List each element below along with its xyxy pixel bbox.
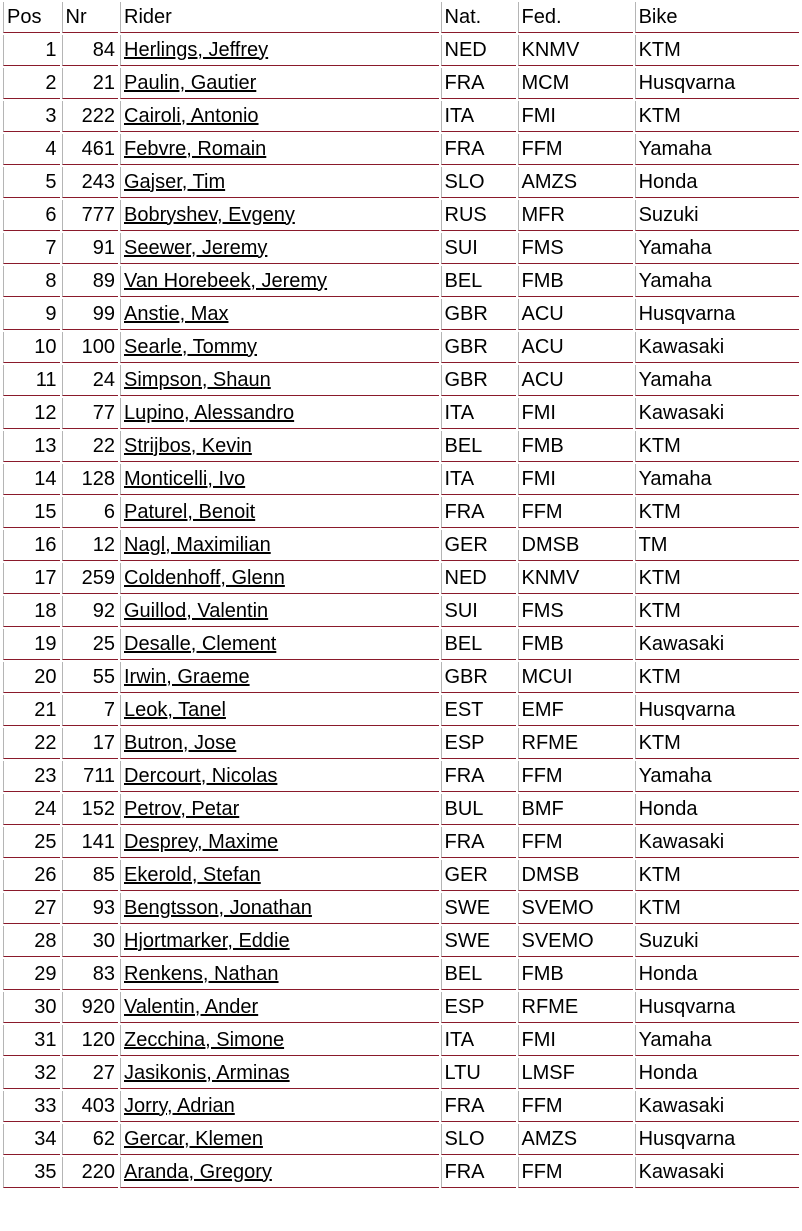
cell-nat: FRA <box>441 1091 516 1122</box>
cell-nr: 27 <box>62 1058 119 1089</box>
cell-pos: 28 <box>3 926 60 957</box>
cell-fed: LMSF <box>518 1058 633 1089</box>
cell-nat: FRA <box>441 68 516 99</box>
cell-pos: 11 <box>3 365 60 396</box>
table-row <box>3 68 799 99</box>
cell-pos: 23 <box>3 761 60 792</box>
cell-bike: Yamaha <box>635 134 799 165</box>
cell-pos: 9 <box>3 299 60 330</box>
table-row <box>3 563 799 594</box>
cell-pos: 33 <box>3 1091 60 1122</box>
cell-pos: 27 <box>3 893 60 924</box>
table-row <box>3 1091 799 1122</box>
cell-pos: 29 <box>3 959 60 990</box>
cell-fed: DMSB <box>518 530 633 561</box>
cell-rider <box>120 497 439 528</box>
cell-bike: Yamaha <box>635 233 799 264</box>
cell-nat: ESP <box>441 728 516 759</box>
cell-nat: FRA <box>441 761 516 792</box>
cell-nat: GBR <box>441 365 516 396</box>
cell-nr: 461 <box>62 134 119 165</box>
cell-rider <box>120 1124 439 1155</box>
table-row <box>3 662 799 693</box>
table-row <box>3 134 799 165</box>
rider-link[interactable]: Gajser, Tim <box>124 170 226 193</box>
cell-pos: 19 <box>3 629 60 660</box>
cell-rider <box>120 662 439 693</box>
rider-link[interactable]: Searle, Tommy <box>124 335 258 358</box>
rider-link[interactable]: Paturel, Benoit <box>124 500 256 523</box>
cell-nr: 141 <box>62 827 119 858</box>
cell-nat: BUL <box>441 794 516 825</box>
cell-pos: 6 <box>3 200 60 231</box>
cell-pos: 21 <box>3 695 60 726</box>
cell-rider <box>120 926 439 957</box>
cell-rider <box>120 299 439 330</box>
table-row <box>3 794 799 825</box>
cell-bike: KTM <box>635 35 799 66</box>
cell-pos: 10 <box>3 332 60 363</box>
table-row <box>3 431 799 462</box>
cell-nr: 25 <box>62 629 119 660</box>
cell-bike: KTM <box>635 860 799 891</box>
table-row <box>3 728 799 759</box>
cell-rider <box>120 464 439 495</box>
cell-nat: ITA <box>441 1025 516 1056</box>
cell-fed: ACU <box>518 332 633 363</box>
cell-pos: 30 <box>3 992 60 1023</box>
cell-fed: FMI <box>518 464 633 495</box>
cell-fed: MFR <box>518 200 633 231</box>
rider-link[interactable]: Desalle, Clement <box>124 632 277 655</box>
cell-fed: FFM <box>518 134 633 165</box>
cell-nat: RUS <box>441 200 516 231</box>
cell-fed: FFM <box>518 827 633 858</box>
rider-link[interactable]: Monticelli, Ivo <box>124 467 246 490</box>
cell-rider <box>120 1058 439 1089</box>
cell-nat: NED <box>441 35 516 66</box>
rider-link[interactable]: Cairoli, Antonio <box>124 104 259 127</box>
cell-fed: FMB <box>518 431 633 462</box>
rider-link[interactable]: Leok, Tanel <box>124 698 226 721</box>
table-row <box>3 200 799 231</box>
cell-nat: GBR <box>441 332 516 363</box>
cell-nr: 99 <box>62 299 119 330</box>
cell-nat: ESP <box>441 992 516 1023</box>
cell-fed: BMF <box>518 794 633 825</box>
cell-nr: 22 <box>62 431 119 462</box>
cell-pos: 15 <box>3 497 60 528</box>
table-row <box>3 464 799 495</box>
rider-link[interactable]: Van Horebeek, Jeremy <box>124 269 328 292</box>
cell-nr: 77 <box>62 398 119 429</box>
cell-fed: KNMV <box>518 563 633 594</box>
cell-nr: 120 <box>62 1025 119 1056</box>
cell-nr: 21 <box>62 68 119 99</box>
cell-nat: GER <box>441 860 516 891</box>
rider-link[interactable]: Irwin, Graeme <box>124 665 250 688</box>
header-fed: Fed. <box>518 2 633 33</box>
cell-nat: NED <box>441 563 516 594</box>
cell-fed: KNMV <box>518 35 633 66</box>
cell-pos: 18 <box>3 596 60 627</box>
table-row <box>3 695 799 726</box>
cell-fed: EMF <box>518 695 633 726</box>
cell-nr: 30 <box>62 926 119 957</box>
cell-pos: 5 <box>3 167 60 198</box>
cell-rider <box>120 1157 439 1188</box>
cell-bike: Kawasaki <box>635 629 799 660</box>
cell-rider <box>120 332 439 363</box>
cell-nr: 93 <box>62 893 119 924</box>
cell-fed: ACU <box>518 365 633 396</box>
cell-pos: 13 <box>3 431 60 462</box>
cell-fed: AMZS <box>518 1124 633 1155</box>
rider-link[interactable]: Coldenhoff, Glenn <box>124 566 285 589</box>
table-row <box>3 365 799 396</box>
cell-fed: FMI <box>518 398 633 429</box>
cell-nat: FRA <box>441 134 516 165</box>
cell-rider <box>120 233 439 264</box>
cell-bike: Kawasaki <box>635 332 799 363</box>
cell-nr: 243 <box>62 167 119 198</box>
cell-fed: FMI <box>518 101 633 132</box>
cell-pos: 8 <box>3 266 60 297</box>
cell-nat: ITA <box>441 101 516 132</box>
cell-nat: SUI <box>441 233 516 264</box>
cell-bike: Yamaha <box>635 1025 799 1056</box>
cell-rider <box>120 365 439 396</box>
cell-bike: KTM <box>635 497 799 528</box>
cell-pos: 31 <box>3 1025 60 1056</box>
cell-nr: 920 <box>62 992 119 1023</box>
results-table <box>1 0 801 1190</box>
cell-bike: KTM <box>635 563 799 594</box>
table-row <box>3 101 799 132</box>
cell-nr: 84 <box>62 35 119 66</box>
cell-bike: Honda <box>635 167 799 198</box>
cell-nr: 91 <box>62 233 119 264</box>
cell-fed: SVEMO <box>518 893 633 924</box>
table-row <box>3 761 799 792</box>
cell-pos: 7 <box>3 233 60 264</box>
cell-rider <box>120 200 439 231</box>
table-row <box>3 926 799 957</box>
cell-fed: MCUI <box>518 662 633 693</box>
rider-link[interactable]: Simpson, Shaun <box>124 368 271 391</box>
table-row <box>3 827 799 858</box>
rider-link[interactable]: Anstie, Max <box>124 302 229 325</box>
table-row <box>3 167 799 198</box>
cell-rider <box>120 893 439 924</box>
rider-link[interactable]: Jorry, Adrian <box>124 1094 235 1117</box>
table-row <box>3 860 799 891</box>
cell-rider <box>120 1091 439 1122</box>
cell-nat: SLO <box>441 167 516 198</box>
cell-bike: Honda <box>635 794 799 825</box>
rider-link[interactable]: Herlings, Jeffrey <box>124 38 269 61</box>
cell-fed: FMB <box>518 629 633 660</box>
cell-pos: 32 <box>3 1058 60 1089</box>
cell-nr: 222 <box>62 101 119 132</box>
cell-bike: KTM <box>635 596 799 627</box>
cell-nr: 259 <box>62 563 119 594</box>
cell-fed: FFM <box>518 1157 633 1188</box>
cell-pos: 16 <box>3 530 60 561</box>
cell-pos: 20 <box>3 662 60 693</box>
cell-bike: Husqvarna <box>635 695 799 726</box>
cell-nr: 55 <box>62 662 119 693</box>
cell-bike: Yamaha <box>635 266 799 297</box>
cell-bike: Husqvarna <box>635 1124 799 1155</box>
table-row <box>3 233 799 264</box>
cell-bike: Yamaha <box>635 761 799 792</box>
cell-nat: FRA <box>441 497 516 528</box>
cell-fed: MCM <box>518 68 633 99</box>
cell-bike: Yamaha <box>635 365 799 396</box>
rider-link[interactable]: Seewer, Jeremy <box>124 236 268 259</box>
cell-fed: RFME <box>518 992 633 1023</box>
cell-rider <box>120 431 439 462</box>
cell-rider <box>120 761 439 792</box>
cell-nr: 128 <box>62 464 119 495</box>
cell-fed: FMB <box>518 959 633 990</box>
rider-link[interactable]: Lupino, Alessandro <box>124 401 295 424</box>
rider-link[interactable]: Dercourt, Nicolas <box>124 764 278 787</box>
cell-bike: Kawasaki <box>635 827 799 858</box>
rider-link[interactable]: Bengtsson, Jonathan <box>124 896 312 919</box>
cell-nr: 92 <box>62 596 119 627</box>
cell-rider <box>120 992 439 1023</box>
rider-link[interactable]: Bobryshev, Evgeny <box>124 203 295 226</box>
header-nat: Nat. <box>441 2 516 33</box>
cell-nat: SWE <box>441 926 516 957</box>
cell-bike: KTM <box>635 728 799 759</box>
header-bike: Bike <box>635 2 799 33</box>
table-row <box>3 299 799 330</box>
cell-nat: ITA <box>441 398 516 429</box>
cell-bike: KTM <box>635 101 799 132</box>
cell-nat: EST <box>441 695 516 726</box>
cell-rider <box>120 959 439 990</box>
rider-link[interactable]: Renkens, Nathan <box>124 962 279 985</box>
cell-rider <box>120 101 439 132</box>
cell-pos: 14 <box>3 464 60 495</box>
cell-fed: FFM <box>518 761 633 792</box>
table-row <box>3 893 799 924</box>
cell-nr: 89 <box>62 266 119 297</box>
cell-fed: RFME <box>518 728 633 759</box>
cell-nr: 220 <box>62 1157 119 1188</box>
cell-nr: 83 <box>62 959 119 990</box>
table-row <box>3 398 799 429</box>
cell-bike: Husqvarna <box>635 992 799 1023</box>
cell-fed: AMZS <box>518 167 633 198</box>
table-row <box>3 1124 799 1155</box>
cell-rider <box>120 134 439 165</box>
header-pos: Pos <box>3 2 60 33</box>
cell-bike: KTM <box>635 431 799 462</box>
rider-link[interactable]: Aranda, Gregory <box>124 1160 272 1183</box>
cell-bike: Honda <box>635 1058 799 1089</box>
cell-rider <box>120 794 439 825</box>
cell-rider <box>120 266 439 297</box>
cell-bike: Kawasaki <box>635 1091 799 1122</box>
cell-nat: BEL <box>441 266 516 297</box>
cell-rider <box>120 167 439 198</box>
table-row <box>3 266 799 297</box>
cell-bike: Honda <box>635 959 799 990</box>
cell-rider <box>120 563 439 594</box>
cell-rider <box>120 398 439 429</box>
cell-rider <box>120 596 439 627</box>
cell-pos: 35 <box>3 1157 60 1188</box>
cell-nr: 7 <box>62 695 119 726</box>
rider-link[interactable]: Valentin, Ander <box>124 995 259 1018</box>
cell-pos: 4 <box>3 134 60 165</box>
cell-nr: 152 <box>62 794 119 825</box>
cell-fed: FFM <box>518 497 633 528</box>
cell-bike: Kawasaki <box>635 1157 799 1188</box>
cell-nr: 62 <box>62 1124 119 1155</box>
cell-nat: GBR <box>441 662 516 693</box>
table-row <box>3 332 799 363</box>
cell-rider <box>120 728 439 759</box>
header-row <box>3 2 799 33</box>
cell-nat: SUI <box>441 596 516 627</box>
rider-link[interactable]: Guillod, Valentin <box>124 599 269 622</box>
cell-pos: 25 <box>3 827 60 858</box>
cell-nr: 711 <box>62 761 119 792</box>
rider-link[interactable]: Gercar, Klemen <box>124 1127 263 1150</box>
cell-pos: 34 <box>3 1124 60 1155</box>
cell-pos: 26 <box>3 860 60 891</box>
cell-rider <box>120 695 439 726</box>
table-row <box>3 1058 799 1089</box>
cell-nr: 85 <box>62 860 119 891</box>
table-body <box>3 35 799 1188</box>
cell-bike: Husqvarna <box>635 299 799 330</box>
rider-link[interactable]: Hjortmarker, Eddie <box>124 929 290 952</box>
table-row <box>3 1157 799 1188</box>
cell-nat: GER <box>441 530 516 561</box>
cell-rider <box>120 860 439 891</box>
rider-link[interactable]: Jasikonis, Arminas <box>124 1061 290 1084</box>
cell-rider <box>120 530 439 561</box>
cell-rider <box>120 68 439 99</box>
table-row <box>3 959 799 990</box>
cell-pos: 2 <box>3 68 60 99</box>
cell-nat: SLO <box>441 1124 516 1155</box>
rider-link[interactable]: Desprey, Maxime <box>124 830 279 853</box>
cell-pos: 12 <box>3 398 60 429</box>
cell-nr: 100 <box>62 332 119 363</box>
cell-bike: KTM <box>635 662 799 693</box>
header-nr: Nr <box>62 2 119 33</box>
cell-rider <box>120 827 439 858</box>
cell-pos: 22 <box>3 728 60 759</box>
cell-fed: FMB <box>518 266 633 297</box>
rider-link[interactable]: Febvre, Romain <box>124 137 267 160</box>
cell-nat: BEL <box>441 629 516 660</box>
cell-fed: DMSB <box>518 860 633 891</box>
cell-bike: KTM <box>635 893 799 924</box>
cell-nr: 403 <box>62 1091 119 1122</box>
cell-fed: FMI <box>518 1025 633 1056</box>
rider-link[interactable]: Ekerold, Stefan <box>124 863 261 886</box>
table-row <box>3 1025 799 1056</box>
cell-bike: Suzuki <box>635 926 799 957</box>
cell-bike: Husqvarna <box>635 68 799 99</box>
cell-bike: TM <box>635 530 799 561</box>
table-row <box>3 992 799 1023</box>
table-row <box>3 530 799 561</box>
cell-nat: SWE <box>441 893 516 924</box>
cell-fed: FMS <box>518 233 633 264</box>
cell-nr: 24 <box>62 365 119 396</box>
cell-nat: GBR <box>441 299 516 330</box>
cell-nat: BEL <box>441 431 516 462</box>
cell-bike: Suzuki <box>635 200 799 231</box>
cell-nr: 6 <box>62 497 119 528</box>
cell-nr: 12 <box>62 530 119 561</box>
cell-fed: FFM <box>518 1091 633 1122</box>
cell-nat: ITA <box>441 464 516 495</box>
cell-nat: LTU <box>441 1058 516 1089</box>
table-row <box>3 497 799 528</box>
rider-link[interactable]: Petrov, Petar <box>124 797 240 820</box>
rider-link[interactable]: Strijbos, Kevin <box>124 434 252 457</box>
table-row <box>3 629 799 660</box>
cell-nr: 777 <box>62 200 119 231</box>
rider-link[interactable]: Nagl, Maximilian <box>124 533 271 556</box>
cell-rider <box>120 35 439 66</box>
cell-nat: BEL <box>441 959 516 990</box>
cell-fed: SVEMO <box>518 926 633 957</box>
rider-link[interactable]: Butron, Jose <box>124 731 237 754</box>
cell-fed: FMS <box>518 596 633 627</box>
cell-nat: FRA <box>441 1157 516 1188</box>
rider-link[interactable]: Zecchina, Simone <box>124 1028 285 1051</box>
cell-nat: FRA <box>441 827 516 858</box>
cell-nr: 17 <box>62 728 119 759</box>
cell-bike: Yamaha <box>635 464 799 495</box>
cell-fed: ACU <box>518 299 633 330</box>
cell-pos: 24 <box>3 794 60 825</box>
rider-link[interactable]: Paulin, Gautier <box>124 71 257 94</box>
cell-bike: Kawasaki <box>635 398 799 429</box>
cell-pos: 17 <box>3 563 60 594</box>
cell-pos: 3 <box>3 101 60 132</box>
cell-rider <box>120 1025 439 1056</box>
table-row <box>3 596 799 627</box>
table-row <box>3 35 799 66</box>
cell-pos: 1 <box>3 35 60 66</box>
header-rider: Rider <box>120 2 439 33</box>
cell-rider <box>120 629 439 660</box>
